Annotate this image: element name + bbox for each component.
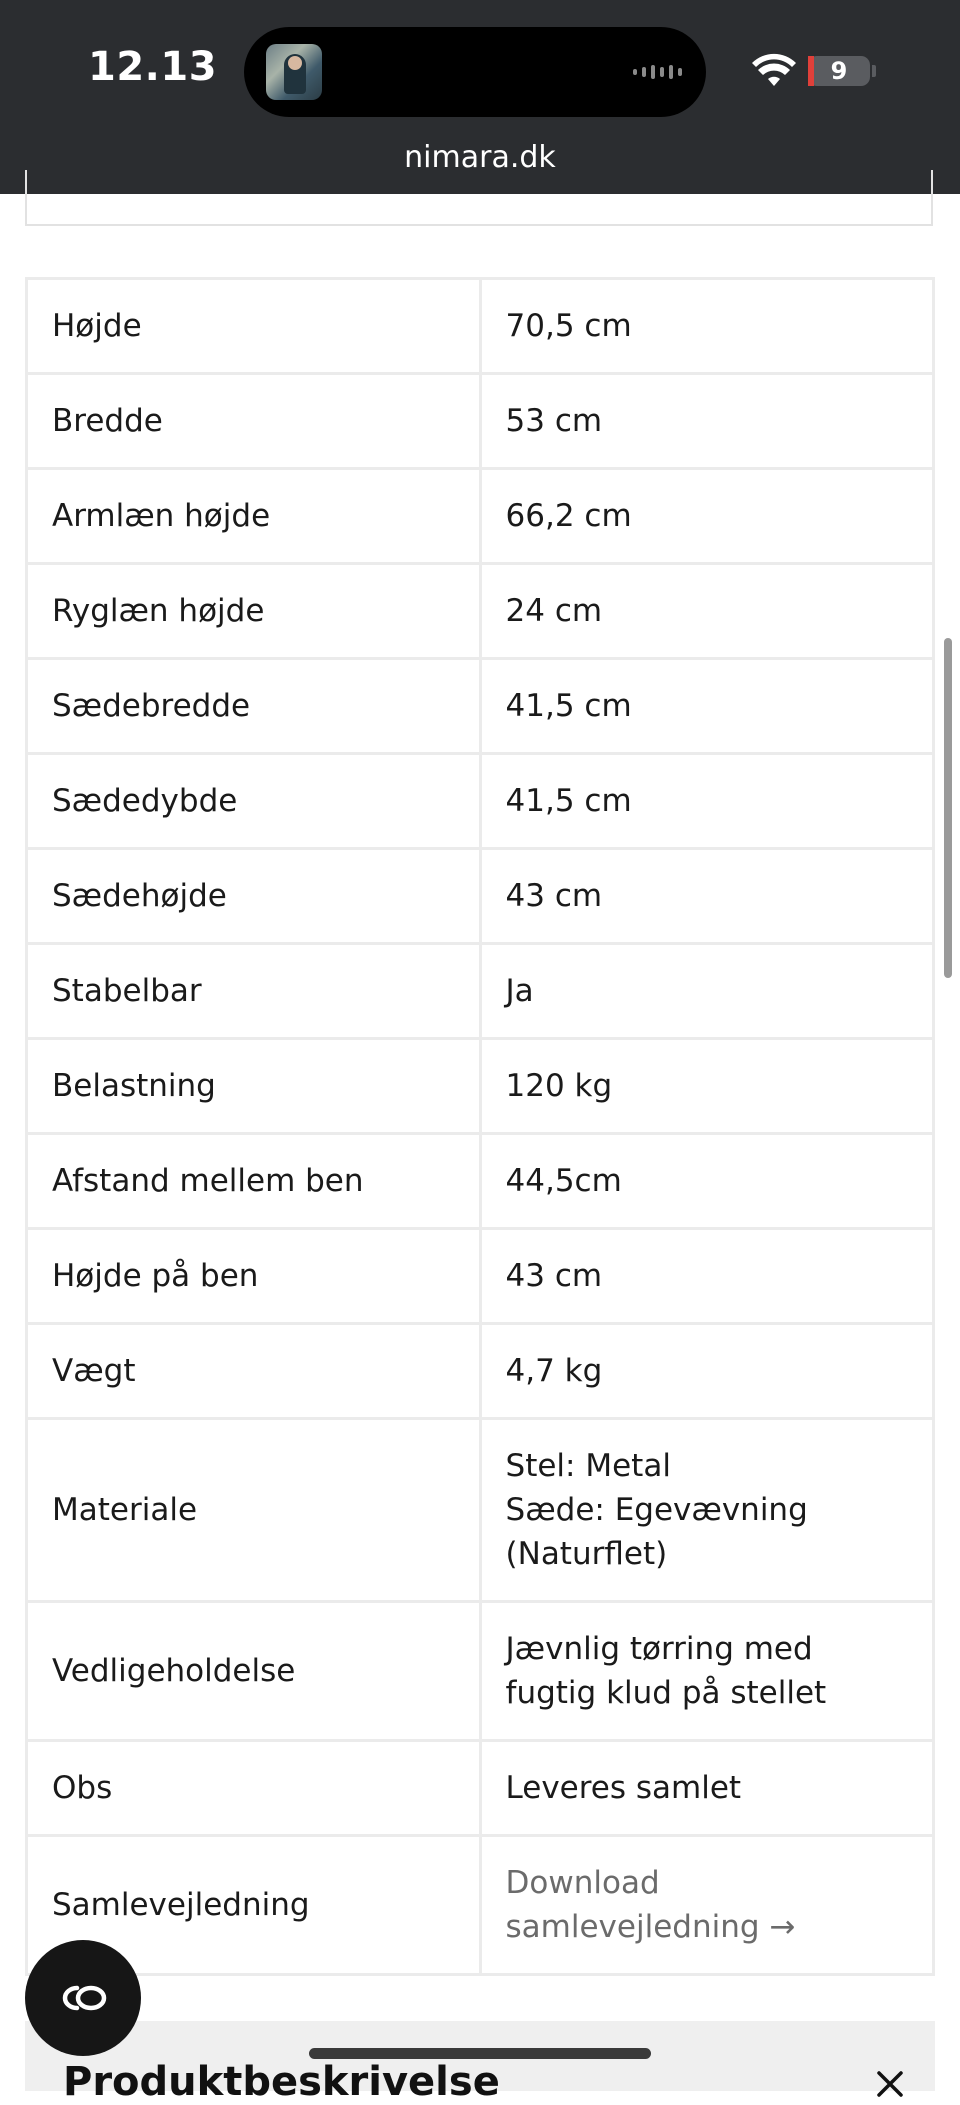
spec-row — [27, 944, 934, 1039]
spec-value-line: 4,7 kg — [505, 1353, 603, 1389]
spec-value-line: Jævnlig tørring med fugtig klud på stellet — [505, 1631, 827, 1711]
spec-value — [480, 659, 933, 754]
spec-row — [27, 279, 934, 374]
spec-value — [480, 1419, 933, 1602]
download-link[interactable]: Download samlevejledning → — [505, 1865, 796, 1945]
spec-value-line: 70,5 cm — [505, 308, 632, 344]
battery-level: 9 — [830, 57, 848, 85]
wifi-icon — [752, 52, 796, 88]
product-description-title: Produktbeskrivelse — [63, 2059, 500, 2105]
status-time: 12.13 — [88, 44, 218, 90]
spec-label: Afstand mellem ben — [27, 1134, 481, 1229]
spec-value-line: 66,2 cm — [505, 498, 632, 534]
spec-value-line: Ja — [505, 973, 534, 1009]
spec-value — [480, 1229, 933, 1324]
address-bar-url[interactable]: nimara.dk — [404, 140, 556, 175]
specifications-table — [25, 277, 935, 1976]
chat-button[interactable] — [25, 1940, 141, 2056]
battery-indicator — [808, 56, 870, 86]
spec-row — [27, 1324, 934, 1419]
close-icon[interactable] — [875, 2069, 905, 2099]
battery-tip — [872, 65, 876, 77]
spec-label: Bredde — [27, 374, 481, 469]
spec-value — [480, 279, 933, 374]
spec-value — [480, 469, 933, 564]
spec-label: Materiale — [27, 1419, 481, 1602]
spec-value — [480, 1741, 933, 1836]
spec-value — [480, 1134, 933, 1229]
spec-row — [27, 374, 934, 469]
spec-value-line: Stel: Metal — [505, 1448, 671, 1484]
spec-value-line: Sæde: Egevævning (Naturflet) — [505, 1492, 808, 1572]
chat-logo-icon — [53, 1980, 113, 2016]
spec-value-line: 41,5 cm — [505, 688, 632, 724]
spec-row — [27, 659, 934, 754]
spec-value — [480, 849, 933, 944]
spec-value-link[interactable] — [480, 1836, 933, 1975]
page-scrollbar[interactable] — [944, 638, 952, 978]
spec-value — [480, 1039, 933, 1134]
spec-row — [27, 564, 934, 659]
spec-value — [480, 944, 933, 1039]
spec-row — [27, 754, 934, 849]
spec-value-line: 53 cm — [505, 403, 603, 439]
spec-label: Højde — [27, 279, 481, 374]
spec-value — [480, 564, 933, 659]
spec-row — [27, 1836, 934, 1975]
spec-label: Belastning — [27, 1039, 481, 1134]
spec-label: Stabelbar — [27, 944, 481, 1039]
spec-value-line: 43 cm — [505, 878, 603, 914]
spec-row — [27, 1602, 934, 1741]
dynamic-island[interactable] — [244, 27, 706, 117]
spec-label: Vedligeholdelse — [27, 1602, 481, 1741]
spec-row — [27, 469, 934, 564]
home-indicator[interactable] — [309, 2048, 651, 2059]
specifications-body — [27, 279, 934, 1975]
spec-value-line: 41,5 cm — [505, 783, 632, 819]
spec-value-line: Leveres samlet — [505, 1770, 742, 1806]
spec-label: Højde på ben — [27, 1229, 481, 1324]
thumbnail-face — [288, 56, 302, 70]
spec-value-line: 43 cm — [505, 1258, 603, 1294]
now-playing-thumbnail — [266, 44, 322, 100]
spec-value — [480, 754, 933, 849]
spec-value — [480, 374, 933, 469]
spec-label: Ryglæn højde — [27, 564, 481, 659]
spec-label: Sædehøjde — [27, 849, 481, 944]
spec-value-line: 24 cm — [505, 593, 603, 629]
spec-row — [27, 1039, 934, 1134]
spec-label: Sædebredde — [27, 659, 481, 754]
spec-value-line: 44,5cm — [505, 1163, 622, 1199]
spec-value-line: 120 kg — [505, 1068, 613, 1104]
spec-label: Obs — [27, 1741, 481, 1836]
spec-value — [480, 1324, 933, 1419]
spec-row — [27, 849, 934, 944]
status-bar — [0, 0, 960, 194]
spec-label: Sædedybde — [27, 754, 481, 849]
spec-value — [480, 1602, 933, 1741]
spec-row — [27, 1229, 934, 1324]
spec-label: Armlæn højde — [27, 469, 481, 564]
spec-row — [27, 1741, 934, 1836]
spec-row — [27, 1134, 934, 1229]
spec-row — [27, 1419, 934, 1602]
spec-label: Vægt — [27, 1324, 481, 1419]
audio-wave-icon — [633, 65, 682, 79]
spec-label: Samlevejledning — [27, 1836, 481, 1975]
previous-section-box — [25, 170, 933, 226]
